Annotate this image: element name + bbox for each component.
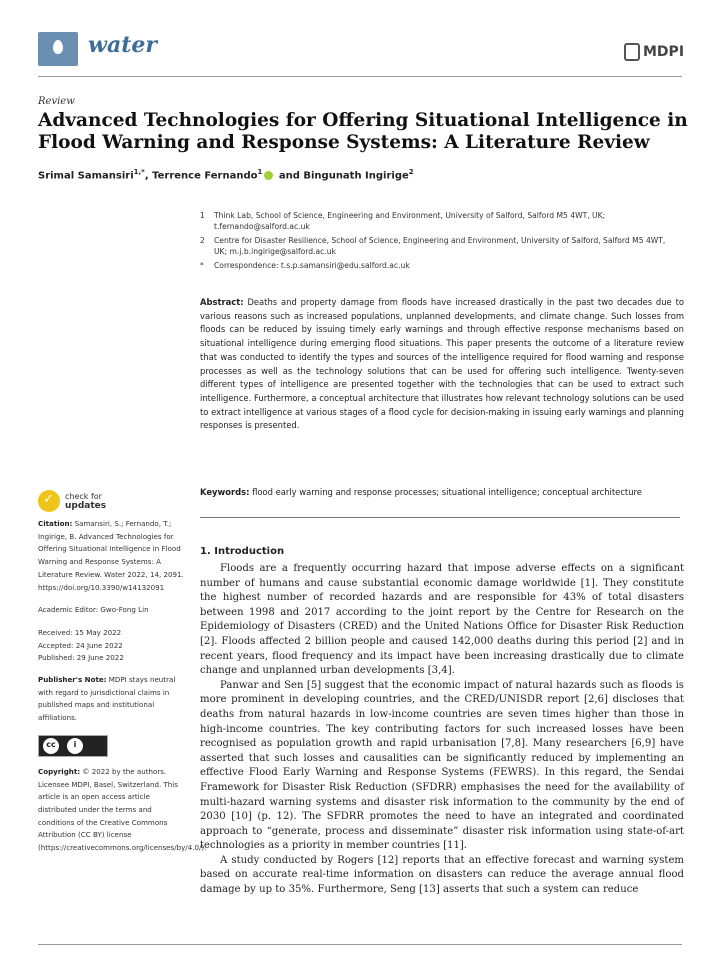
header-divider (38, 76, 682, 77)
publisher-logo (624, 40, 684, 64)
keywords-label: Keywords: (200, 487, 250, 497)
sidebar (38, 518, 207, 865)
affiliation-2: 2 Centre for Disaster Resilience, School of Science, Engineering and Environment, University of Salford, Salford M5 4WT, UK; m.j.b.ingirige@salford.ac.uk (200, 236, 666, 256)
accepted-date: Accepted: 24 June 2022 (38, 640, 123, 650)
mdpi-mark-icon (624, 43, 640, 61)
water-drop-icon (53, 40, 63, 54)
paragraph-3: A study conducted by Rogers [12] reports that an effective forecast and warning system based on accurate real-time information on disasters can reduce the average annual flood damage by up to 35%. Furthermore, Seng [13] asserts that such a system can reduce (200, 854, 684, 896)
published-date: Published: 29 June 2022 (38, 653, 124, 663)
paragraph-1: Floods are a frequently occurring hazard that impose adverse effects on a significant number of humans and cause substantial economic damage worldwide [1]. They constitute the highest number of recorded hazards and are responsible for 43% of total disasters between 1998 and 2017 according to the joint report by the Centre for Research on the Epidemiology of Disasters (CRED) and the United Nations Office for Disaster Risk Reduction [2]. Floods affected 2 billion people and caused 142,000 deaths during this period [2] and in recent years, flood frequency and its impact have been increasing drastically due to climate change and unplanned urban developments [3,4]. (200, 563, 684, 677)
author-3-sup: 2 (408, 168, 414, 176)
publisher-note: Publisher's Note: MDPI stays neutral with regard to jurisdictional claims in published maps and institutional affiliations. (38, 675, 176, 723)
author-list: Srimal Samansiri$^{1,*}$, Terrence Fernando$^1$ and Bingunath Ingirige$^2$ (38, 168, 414, 182)
check-for-updates[interactable]: ✓ check for updates (38, 490, 106, 512)
author-2[interactable]: Terrence Fernando (152, 170, 258, 182)
academic-editor: Academic Editor: Gwo-Fong Lin (38, 605, 149, 615)
body-text (200, 562, 684, 898)
correspondence: * Correspondence: t.s.p.samansiri@edu.salford.ac.uk (200, 261, 410, 270)
section-title: 1. Introduction (200, 546, 285, 557)
article-type: Review (38, 96, 75, 107)
author-1[interactable]: Srimal Samansiri (38, 170, 134, 182)
journal-logo (38, 32, 78, 66)
creative-commons-icon[interactable]: cc i (38, 735, 108, 757)
affiliation-1: 1 Think Lab, School of Science, Engineering and Environment, University of Salford, Salford M5 4WT, UK; t.fernando@salford.ac.uk (200, 211, 606, 231)
orcid-icon[interactable] (264, 171, 273, 180)
author-1-sup: 1,* (133, 168, 145, 176)
footer-divider (38, 944, 682, 945)
article-title: Advanced Technologies for Offering Situational Intelligence in Flood Warning and Response Systems: A Literature Review (38, 110, 688, 153)
publisher-name: MDPI (643, 44, 685, 60)
keywords (200, 486, 684, 499)
affiliations (200, 210, 680, 274)
journal-name: water (88, 32, 157, 58)
publication-dates (38, 627, 188, 665)
abstract-label: Abstract: (200, 297, 244, 307)
abstract-text: Deaths and property damage from floods have increased drastically in the past two decades due to various reasons such as increased populations, unplanned developments, and climate change. Such losses from floods can be reduced by issuing timely early warnings and through effective response mechanisms based on situational intelligence during emerging flood situations. This paper presents the outcome of a literature review that was conducted to identify the types and sources of the intelligence required for flood warning and response processes as well as the technology solutions that can be used for offering such intelligence. Twenty-seven different types of intelligence are presented together with the technologies that can be used to extract such intelligence. Furthermore, a conceptual architecture that illustrates how relevant technology solutions can be used to extract intelligence at various stages of a flood cycle for decision-making in issuing early warnings and planning responses is presented. (200, 297, 684, 431)
copyright: Copyright: © 2022 by the authors. Licensee MDPI, Basel, Switzerland. This article is an open access article distributed under the terms and conditions of the Creative Commons Attribution (CC BY) license (https://creativecommons.org/licenses/by/4.0/). (38, 766, 207, 853)
check-updates-icon (38, 490, 60, 512)
citation: Citation: Samansiri, S.; Fernando, T.; Ingirige, B. Advanced Technologies for Offering Situational Intelligence in Flood Warning and Response Systems: A Literature Review. Water 2022, 14, 2091. https://doi.org/10.3390/w14132091 (38, 519, 184, 592)
author-2-sup: 1 (257, 168, 263, 176)
abstract (200, 296, 684, 433)
keywords-divider (200, 517, 680, 518)
keywords-text: flood early warning and response processes; situational intelligence; conceptual architecture (252, 487, 642, 497)
author-3[interactable]: and Bingunath Ingirige (278, 170, 409, 182)
received-date: Received: 15 May 2022 (38, 627, 122, 637)
paragraph-2: Panwar and Sen [5] suggest that the economic impact of natural hazards such as floods is more prominent in developing countries, and the CRED/UNISDR report [2,6] discloses that deaths from natural hazards in low-income countries are seven times higher than those in high-income countries. The key contributing factors for such increased losses have been recognised as population growth and rapid urbanisation [7,8]. Many researchers [6,9] have asserted that such losses and causalities can be significantly reduced by implementing an effective Flood Early Warning and Response Systems (FEWRS). In this regard, the Sendai Framework for Disaster Risk Reduction (SFDRR) emphasises the need for the availability of multi-hazard warning systems and disaster risk information to the community by the end of 2030 [10] (p. 12). The SFDRR promotes the need to have an integrated and coordinated approach to “generate, process and disseminate” disaster risk information using state-of-art technologies as a priority in member countries [11]. (200, 679, 684, 852)
